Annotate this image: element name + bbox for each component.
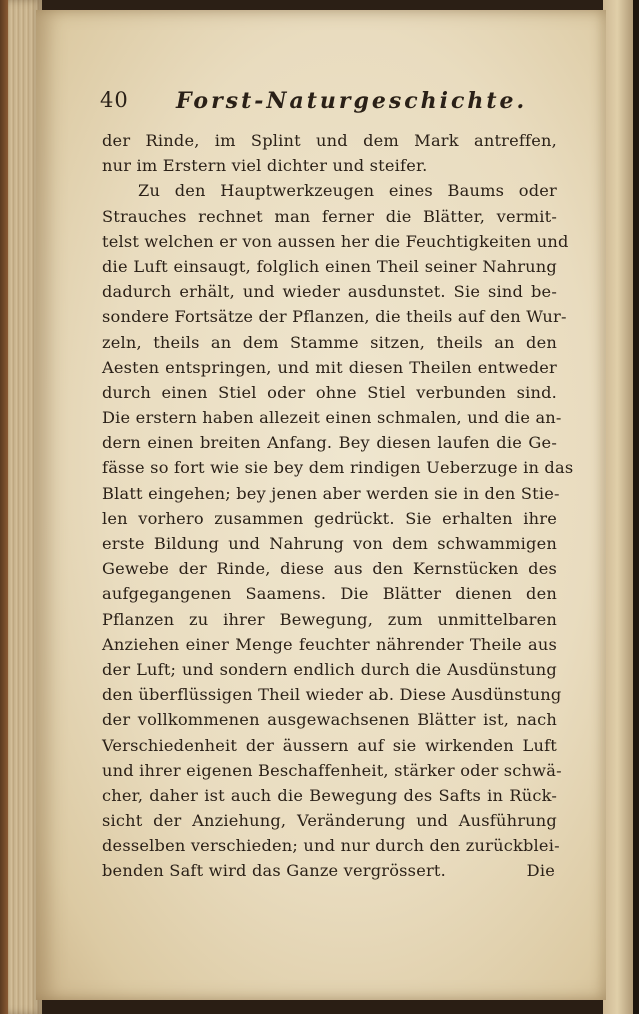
text-line: die Luft einsaugt, folglich einen Theil seiner Nahrung [102, 256, 557, 276]
page-header [100, 88, 530, 118]
text-line: nur im Erstern viel dichter und steifer. [102, 156, 428, 176]
right-cover-edge [633, 0, 639, 1014]
text-line: Verschiedenheit der äussern auf sie wirkenden Luft [102, 735, 557, 755]
text-line: cher, daher ist auch die Bewegung des Safts in Rück- [102, 785, 557, 805]
text-line: Strauches rechnet man ferner die Blätter, vermit- [102, 206, 557, 226]
text-line: der vollkommenen ausgewachsenen Blätter ist, nach [102, 710, 557, 730]
text-line: der Luft; und sondern endlich durch die Ausdünstung [102, 659, 557, 679]
text-line: zeln, theils an dem Stamme sitzen, theils an den [102, 332, 557, 352]
text-line: sicht der Anziehung, Veränderung und Ausführung [102, 811, 557, 831]
text-line: Anziehen einer Menge feuchter nährender Theile aus [102, 634, 557, 654]
text-line: telst welchen er von aussen her die Feuchtigkeiten und [102, 231, 569, 251]
body-text [102, 128, 574, 884]
page-number: 40 [100, 88, 129, 112]
text-line: Die erstern haben allezeit einen schmalen, und die an- [102, 408, 562, 428]
text-line: Zu den Hauptwerkzeugen eines Baums oder [138, 181, 557, 201]
text-line: benden Saft wird das Ganze vergrössert. [102, 861, 446, 881]
text-line: dern einen breiten Anfang. Bey diesen laufen die Ge- [102, 433, 557, 453]
running-head: Forst-Naturgeschichte. [176, 88, 528, 114]
text-line: desselben verschieden; und nur durch den zurückblei- [102, 836, 560, 856]
text-line: durch einen Stiel oder ohne Stiel verbunden sind. [102, 382, 557, 402]
text-line: len vorhero zusammen gedrückt. Sie erhalten ihre [102, 508, 557, 528]
text-line: der Rinde, im Splint und dem Mark antreffen, [102, 131, 557, 150]
text-line: dadurch erhält, und wieder ausdunstet. Sie sind be- [102, 282, 557, 302]
last-text-line [102, 858, 557, 883]
book-cover-edge [0, 0, 8, 1014]
text-line: den überflüssigen Theil wieder ab. Diese Ausdünstung [102, 685, 562, 705]
text-line: Gewebe der Rinde, diese aus den Kernstücken des [102, 559, 557, 579]
text-line: und ihrer eigenen Beschaffenheit, stärker oder schwä- [102, 760, 562, 780]
text-line: fässe so fort wie sie bey dem rindigen Ueberzuge in das [102, 458, 574, 478]
text-line: erste Bildung und Nahrung von dem schwammigen [102, 534, 557, 553]
text-line: Blatt eingehen; bey jenen aber werden sie in den Stie- [102, 483, 560, 503]
text-line: aufgegangenen Saamens. Die Blätter dienen den [102, 584, 557, 604]
text-line: Aesten entspringen, und mit diesen Theilen entweder [102, 357, 557, 377]
text-line: Pflanzen zu ihrer Bewegung, zum unmittelbaren [102, 609, 557, 629]
text-line: sondere Fortsätze der Pflanzen, die theils auf den Wur- [102, 307, 567, 327]
catchword: Die [526, 861, 555, 881]
